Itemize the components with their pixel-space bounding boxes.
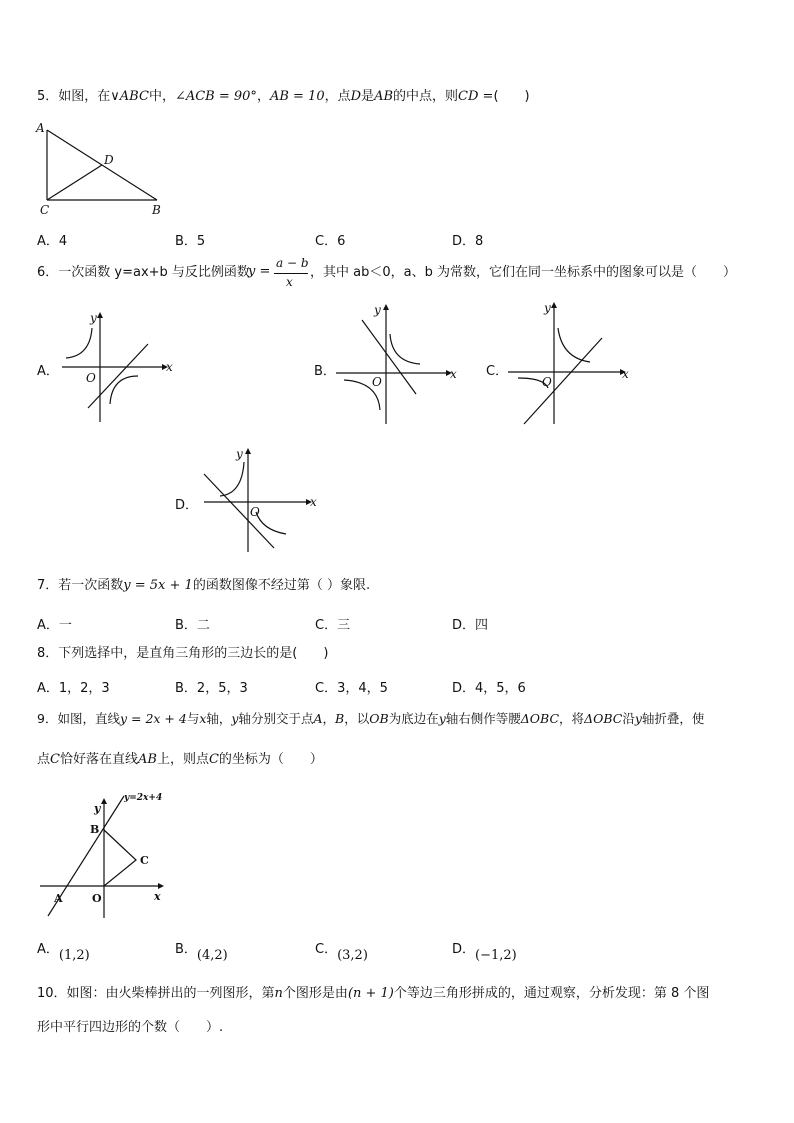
q9-text: 的坐标为（ ）: [218, 752, 323, 767]
q5-label-d: D: [104, 153, 114, 167]
q9-text: 沿: [622, 711, 635, 726]
q9-fig-b: B: [90, 823, 100, 836]
q9-fig-a: A: [54, 892, 63, 905]
q8-option-a[interactable]: A．1，2，3: [37, 681, 110, 696]
q6-stem-post: ，其中 ab＜0，a、b 为常数，它们在同一坐标系中的图象可以是（ ）: [310, 265, 736, 280]
q10-text: 个图形是由: [282, 986, 348, 1001]
q6-stem: [37, 264, 250, 282]
q5-ab-length: AB = 10: [269, 89, 325, 104]
q9-line-ab: AB: [137, 752, 157, 767]
q9-segment-ob: OB: [369, 711, 389, 726]
q6-option-c[interactable]: C．: [486, 364, 509, 379]
q9-y: y: [231, 711, 239, 726]
q6-graph-c[interactable]: [506, 298, 636, 428]
q9-option-c-value: (3,2): [337, 948, 368, 963]
q9-fig-c: C: [140, 854, 149, 867]
q9-text: ，: [322, 711, 336, 726]
q9-y: y: [634, 711, 642, 726]
q6-b-origin: O: [372, 375, 382, 389]
q9-point-b: B: [335, 711, 345, 726]
q7-equation: y = 5x + 1: [123, 578, 193, 593]
q5-text: ，: [256, 89, 270, 104]
q5-option-c[interactable]: C．6: [315, 234, 346, 249]
q5-angle: ∠ACB = 90°: [174, 89, 257, 104]
q7-option-b[interactable]: B．二: [175, 618, 210, 633]
q5-text: 中，: [148, 89, 175, 104]
q9-option-b-letter: B．: [175, 942, 197, 957]
q5-option-b[interactable]: B．5: [175, 234, 206, 249]
q5-text: 5．如图，在: [37, 89, 111, 104]
q5-point-d: D: [350, 89, 362, 104]
q10-stem-line2: 形中平行四边形的个数（ ）.: [37, 1020, 224, 1035]
q9-point-a: A: [313, 711, 323, 726]
q6-c-y-label: y: [544, 301, 551, 315]
q7-stem: [37, 577, 370, 595]
q5-option-d[interactable]: D．8: [452, 234, 484, 249]
q9-option-b[interactable]: [175, 938, 228, 963]
q8-option-b[interactable]: B．2，5，3: [175, 681, 248, 696]
q9-text: 9．如图，直线: [37, 711, 120, 726]
q7-option-d[interactable]: D．四: [452, 618, 489, 633]
q6-a-y-label: y: [90, 311, 97, 325]
q9-fig-line-label: y=2x+4: [124, 793, 163, 803]
q9-triangle: ΔOBC: [520, 711, 560, 726]
q10-text: 10．如图：由火柴棒拼出的一列图形，第: [37, 986, 275, 1001]
q9-stem-line2: [37, 751, 323, 769]
q6-d-x-label: x: [310, 495, 317, 509]
q6-a-origin: O: [86, 371, 96, 385]
q5-label-b: B: [152, 203, 161, 217]
q6-b-x-label: x: [450, 367, 457, 381]
q5-text: ( ): [493, 89, 530, 104]
q9-text: ，以: [344, 711, 370, 726]
q7-text: 的函数图像不经过第（ ）象限.: [192, 578, 371, 593]
q9-text: 轴，: [206, 711, 232, 726]
q8-option-d[interactable]: D．4，5，6: [452, 681, 526, 696]
q6-b-y-label: y: [374, 303, 381, 317]
q10-n: n: [274, 986, 283, 1001]
q6-d-origin: O: [250, 505, 260, 519]
q9-text: 为底边在: [388, 711, 439, 726]
q6-a-x-label: x: [166, 360, 173, 374]
q9-text: 点: [37, 752, 51, 767]
q6-option-d[interactable]: D．: [175, 498, 199, 513]
q6-text: 6．一次函数 y=ax+b 与反比例函数: [37, 265, 250, 280]
q9-option-b-value: (4,2): [196, 948, 228, 963]
q5-triangle-figure: [34, 118, 174, 220]
q6-option-a[interactable]: A．: [37, 364, 59, 379]
q9-fig-o: O: [92, 892, 102, 905]
q9-figure: [36, 790, 176, 920]
q6-frac-lhs: y =: [248, 264, 271, 279]
q9-text: 轴折叠，使: [641, 711, 705, 726]
q9-option-c[interactable]: [315, 938, 368, 963]
q6-frac-numerator: a − b: [276, 256, 309, 270]
q5-label-c: C: [40, 203, 50, 217]
q10-n-plus-1: (n + 1): [347, 986, 394, 1001]
q6-graph-a[interactable]: [58, 310, 178, 425]
q5-triangle-name: ∨ABC: [110, 89, 149, 104]
q9-fig-x: x: [154, 890, 161, 903]
q5-option-a[interactable]: A．4: [37, 234, 68, 249]
q6-frac-bar: [274, 273, 308, 274]
q6-graph-b[interactable]: [334, 298, 464, 428]
q9-option-a[interactable]: [37, 938, 90, 963]
q9-text: 轴分别交于点: [238, 711, 314, 726]
q6-c-x-label: x: [622, 367, 629, 381]
q5-text: 是: [361, 89, 375, 104]
q9-y: y: [438, 711, 446, 726]
q9-equation: y = 2x + 4: [119, 711, 187, 726]
q9-option-a-letter: A．: [37, 942, 59, 957]
q5-cd: CD =: [458, 89, 494, 104]
q9-stem-line1: [37, 710, 704, 728]
q6-c-origin: O: [542, 375, 552, 389]
q9-option-c-letter: C．: [315, 942, 338, 957]
q5-segment-ab: AB: [374, 89, 394, 104]
q9-text: 轴右侧作等腰: [445, 711, 521, 726]
q9-option-d[interactable]: [452, 938, 517, 963]
q9-point-c: C: [208, 752, 219, 767]
q6-frac-denominator: x: [286, 275, 293, 289]
q9-text: 上，则点: [156, 752, 209, 767]
q9-text: ，将: [559, 711, 585, 726]
q9-text: 与: [186, 711, 200, 726]
q9-option-a-value: (1,2): [58, 948, 90, 963]
q8-stem: 8．下列选择中，是直角三角形的三边长的是( ): [37, 646, 329, 661]
q9-fig-y: y: [94, 802, 101, 815]
q9-triangle: ΔOBC: [584, 711, 623, 726]
q7-option-c[interactable]: C．三: [315, 618, 351, 633]
q9-x: x: [199, 711, 207, 726]
q8-option-c[interactable]: C．3，4，5: [315, 681, 388, 696]
q5-stem: [37, 88, 530, 106]
q6-option-b[interactable]: B．: [314, 364, 336, 379]
q9-point-c: C: [50, 752, 60, 767]
q6-graph-d[interactable]: [196, 444, 326, 556]
q7-text: 7．若一次函数: [37, 578, 124, 593]
q5-text: ，点: [324, 89, 351, 104]
q7-option-a[interactable]: A．一: [37, 618, 72, 633]
q10-stem-line1: [37, 985, 709, 1003]
q10-text: 个等边三角形拼成的，通过观察，分析发现：第 8 个图: [393, 986, 710, 1001]
q9-option-d-letter: D．: [452, 942, 476, 957]
q9-text: 恰好落在直线: [59, 752, 138, 767]
q6-d-y-label: y: [236, 447, 243, 461]
q5-label-a: A: [36, 121, 45, 135]
q9-option-d-value: (−1,2): [475, 948, 517, 963]
q5-text: 的中点，则: [393, 89, 459, 104]
